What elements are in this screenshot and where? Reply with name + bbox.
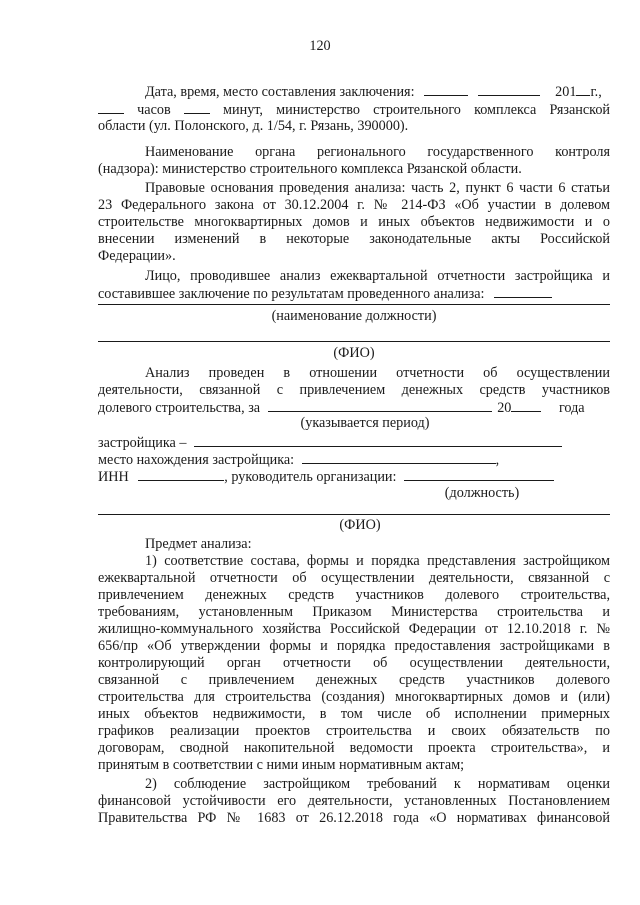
authority-line-1: Наименование органа регионального государственного контроля: [145, 144, 610, 160]
developer-line: [98, 434, 562, 452]
inn-line: [98, 468, 554, 486]
hours-blank: [98, 101, 124, 114]
person-blank: [494, 285, 552, 298]
caption-position: (наименование должности): [271, 308, 437, 324]
month-blank: [478, 83, 540, 96]
item1-line-13: принятым в соответствии с ними иным нормативным актам;: [98, 757, 465, 773]
analysis-line-1: Анализ проведен в отношении отчетности об осуществлении: [145, 365, 610, 381]
location-label: место нахождения застройщика:: [98, 452, 295, 468]
legal-basis-line-2: 23 Федерального закона от 30.12.2004 г. № 214-ФЗ «Об участии в долевом: [98, 197, 610, 213]
day-blank: [424, 83, 468, 96]
item1-line-2: ежеквартальной отчетности об осуществлении деятельности, связанной с: [98, 570, 610, 586]
caption-fio-2: (ФИО): [339, 517, 381, 533]
authority-line-2: (надзора): министерство строительного комплекса Рязанской области.: [98, 161, 522, 177]
location-line: [98, 451, 499, 469]
inn-label: ИНН: [98, 469, 129, 485]
item1-line-4: требованиям, установленным Приказом Министерства строительства и: [98, 604, 610, 620]
item1-line-9: строительства для строительства (создания) многоквартирных домов и (или): [98, 689, 610, 705]
person-line-2: [98, 285, 552, 303]
date-line: [145, 83, 602, 101]
item1-line-7: контролирующий орган отчетности об осуществлении деятельности,: [98, 655, 610, 671]
date-label: Дата, время, место составления заключения:: [145, 84, 415, 100]
location-end: ,: [495, 452, 500, 468]
legal-basis-line-3: строительстве многоквартирных домов и иных объектов недвижимости и о: [98, 214, 610, 230]
position-rule: [98, 304, 610, 305]
item1-line-10: иных объектов недвижимости, в том числе об исполнении примерных: [98, 706, 610, 722]
legal-basis-line-1: Правовые основания проведения анализа: часть 2, пункт 6 части 6 статьи: [145, 180, 610, 196]
subject-title: Предмет анализа:: [145, 536, 252, 552]
legal-basis-line-4: внесении изменений в некоторые законодательные акты Российской: [98, 231, 610, 247]
period-year: 20: [497, 400, 512, 416]
item2-line-3: Правительства РФ № 1683 от 26.12.2018 года «О нормативах финансовой: [98, 810, 610, 826]
period-blank: [268, 399, 492, 412]
item1-line-3: привлечением денежных средств участников долевого строительства,: [98, 587, 610, 603]
caption-period: (указывается период): [300, 415, 430, 431]
item1-line-6: 656/пр «Об утверждении формы и порядка предоставления застройщиками в: [98, 638, 610, 654]
analysis-line-2: деятельности, связанной с привлечением денежных средств участников: [98, 382, 610, 398]
item1-line-12: договорам, сводной накопительной ведомости проекта строительства», и: [98, 740, 610, 756]
page-number: 120: [309, 38, 331, 54]
developer-blank: [194, 434, 562, 447]
head-label: , руководитель организации:: [224, 469, 397, 485]
item1-line-5: жилищно-коммунального хозяйства Российской Федерации от 12.10.2018 г. №: [98, 621, 610, 637]
minutes-blank: [184, 101, 210, 114]
person-label: составившее заключение по результатам проведенного анализа:: [98, 286, 485, 302]
year-label: 201: [555, 84, 577, 100]
hours-label: часов: [137, 102, 171, 118]
period-prefix: долевого строительства, за: [98, 400, 261, 416]
item2-line-1: 2) соблюдение застройщиком требований к нормативам оценки: [145, 776, 610, 792]
time-line: [98, 101, 610, 119]
fio-rule-1: [98, 341, 610, 342]
head-blank: [404, 468, 554, 481]
year-blank: [576, 83, 590, 96]
location-blank: [302, 451, 496, 464]
item2-line-2: финансовой устойчивости его деятельности, установленных Постановлением: [98, 793, 610, 809]
item1-line-1: 1) соответствие состава, формы и порядка представления застройщиком: [145, 553, 610, 569]
person-line-1: Лицо, проводившее анализ ежеквартальной отчетности застройщика и: [145, 268, 610, 284]
caption-post: (должность): [444, 485, 520, 501]
item1-line-8: связанной с привлечением денежных средств участников долевого: [98, 672, 610, 688]
fio-rule-2: [98, 514, 610, 515]
address-line: области (ул. Полонского, д. 1/54, г. Рязань, 390000).: [98, 118, 409, 134]
minutes-label: минут, министерство строительного комплекса Рязанской: [223, 102, 611, 118]
year-suffix: г.,: [590, 84, 602, 100]
inn-blank: [138, 468, 224, 481]
developer-label: застройщика –: [98, 435, 187, 451]
item1-line-11: графиков реализации проектов строительства и своих обязательств по: [98, 723, 610, 739]
legal-basis-line-5: Федерации».: [98, 248, 176, 264]
caption-fio-1: (ФИО): [333, 345, 375, 361]
period-year-blank: [511, 399, 541, 412]
period-suffix: года: [558, 400, 585, 416]
